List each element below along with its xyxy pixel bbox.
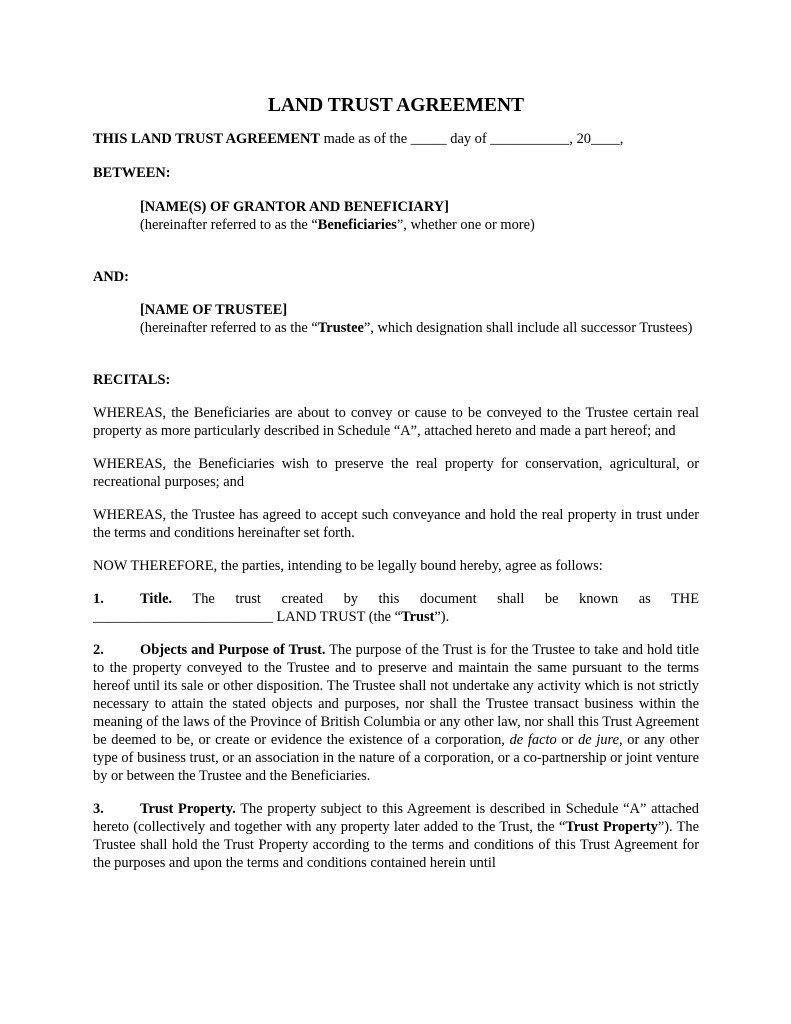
whereas-paragraph-1: WHEREAS, the Beneficiaries are about to convey or cause to be conveyed to the Trustee certain real property as more particularly described in Schedule “A”, attached hereto and made a part hereof; and (93, 405, 699, 439)
grantor-ref-suffix: ”, whether one or more) (396, 217, 535, 233)
grantor-ref-term: Beneficiaries (317, 217, 397, 233)
section-2 (93, 641, 699, 785)
document-page (93, 94, 699, 872)
section-1-line-2 (93, 608, 699, 626)
section-3-text-b: ”). The Trustee shall hold the Trust Property according to the terms and conditions of this Trust Agreement for the purposes and upon the terms and conditions contained herein until (93, 819, 699, 871)
section-3-text-a: The property subject to this Agreement is described in Schedule “A” attached hereto (collectively and together with any property later added to the Trust, the “ (93, 801, 700, 835)
trustee-reference (140, 319, 699, 337)
grantor-name: [NAME(S) OF GRANTOR AND BENEFICIARY] (140, 199, 449, 215)
recitals-heading: RECITALS: (93, 372, 171, 388)
section-2-italic-de-facto: de facto (509, 732, 557, 748)
trustee-ref-prefix: (hereinafter referred to as the “ (140, 320, 318, 336)
section-1-text: The trust created by this document shall be known as THE (192, 591, 699, 607)
section-1-defined-term: Trust (401, 609, 435, 625)
section-3-heading: Trust Property. (140, 801, 236, 817)
section-1 (93, 590, 699, 626)
intro-rest-text: made as of the _____ day of ___________, 20____, (319, 131, 624, 147)
trustee-block (140, 301, 699, 337)
section-1-name-blank: _________________________ LAND TRUST (the “ (93, 609, 402, 625)
section-2-text-b: or (556, 732, 579, 748)
section-2-text-c: , or any other type of business trust, or an association in the nature of a corporation, or a co-partnership or joint venture by or between the Trustee and the Beneficiaries. (93, 732, 700, 784)
grantor-block (140, 198, 699, 234)
trustee-name: [NAME OF TRUSTEE] (140, 302, 288, 318)
intro-paragraph (93, 130, 699, 148)
section-1-number: 1. (93, 591, 104, 607)
between-heading: BETWEEN: (93, 165, 171, 181)
section-1-line-1 (93, 590, 699, 608)
grantor-reference (140, 216, 699, 234)
document-title: LAND TRUST AGREEMENT (267, 95, 525, 116)
section-2-italic-de-jure: de jure (578, 732, 619, 748)
whereas-paragraph-3: WHEREAS, the Trustee has agreed to accept such conveyance and hold the real property in trust under the terms and conditions hereinafter set forth. (93, 507, 699, 541)
section-1-heading: Title. (140, 591, 173, 607)
grantor-ref-prefix: (hereinafter referred to as the “ (140, 217, 318, 233)
intro-bold-text: THIS LAND TRUST AGREEMENT (93, 131, 320, 147)
and-heading: AND: (93, 269, 129, 285)
trustee-ref-suffix: ”, which designation shall include all successor Trustees) (363, 320, 693, 336)
now-therefore-paragraph: NOW THEREFORE, the parties, intending to be legally bound hereby, agree as follows: (93, 558, 603, 574)
section-3-number: 3. (93, 801, 104, 817)
section-1-closing: ”). (434, 609, 450, 625)
section-2-number: 2. (93, 642, 104, 658)
whereas-paragraph-2: WHEREAS, the Beneficiaries wish to preserve the real property for conservation, agricultural, or recreational purposes; and (93, 456, 699, 490)
section-2-heading: Objects and Purpose of Trust. (140, 642, 326, 658)
section-2-text-a: The purpose of the Trust is for the Trustee to take and hold title to the property conveyed to the Trustee and to preserve and maintain the same pursuant to the terms hereof until its sale or other disposition. The Trustee shall not undertake any activity which is not strictly necessary to attain the stated objects and purposes, nor shall the Trustee transact business within the meaning of the laws of the Province of British Columbia or any other law, nor shall this Trust Agreement be deemed to be, or create or evidence the existence of a corporation, (93, 642, 699, 748)
section-3 (93, 800, 699, 872)
trustee-ref-term: Trustee (317, 320, 364, 336)
section-3-defined-term: Trust Property (565, 819, 658, 835)
